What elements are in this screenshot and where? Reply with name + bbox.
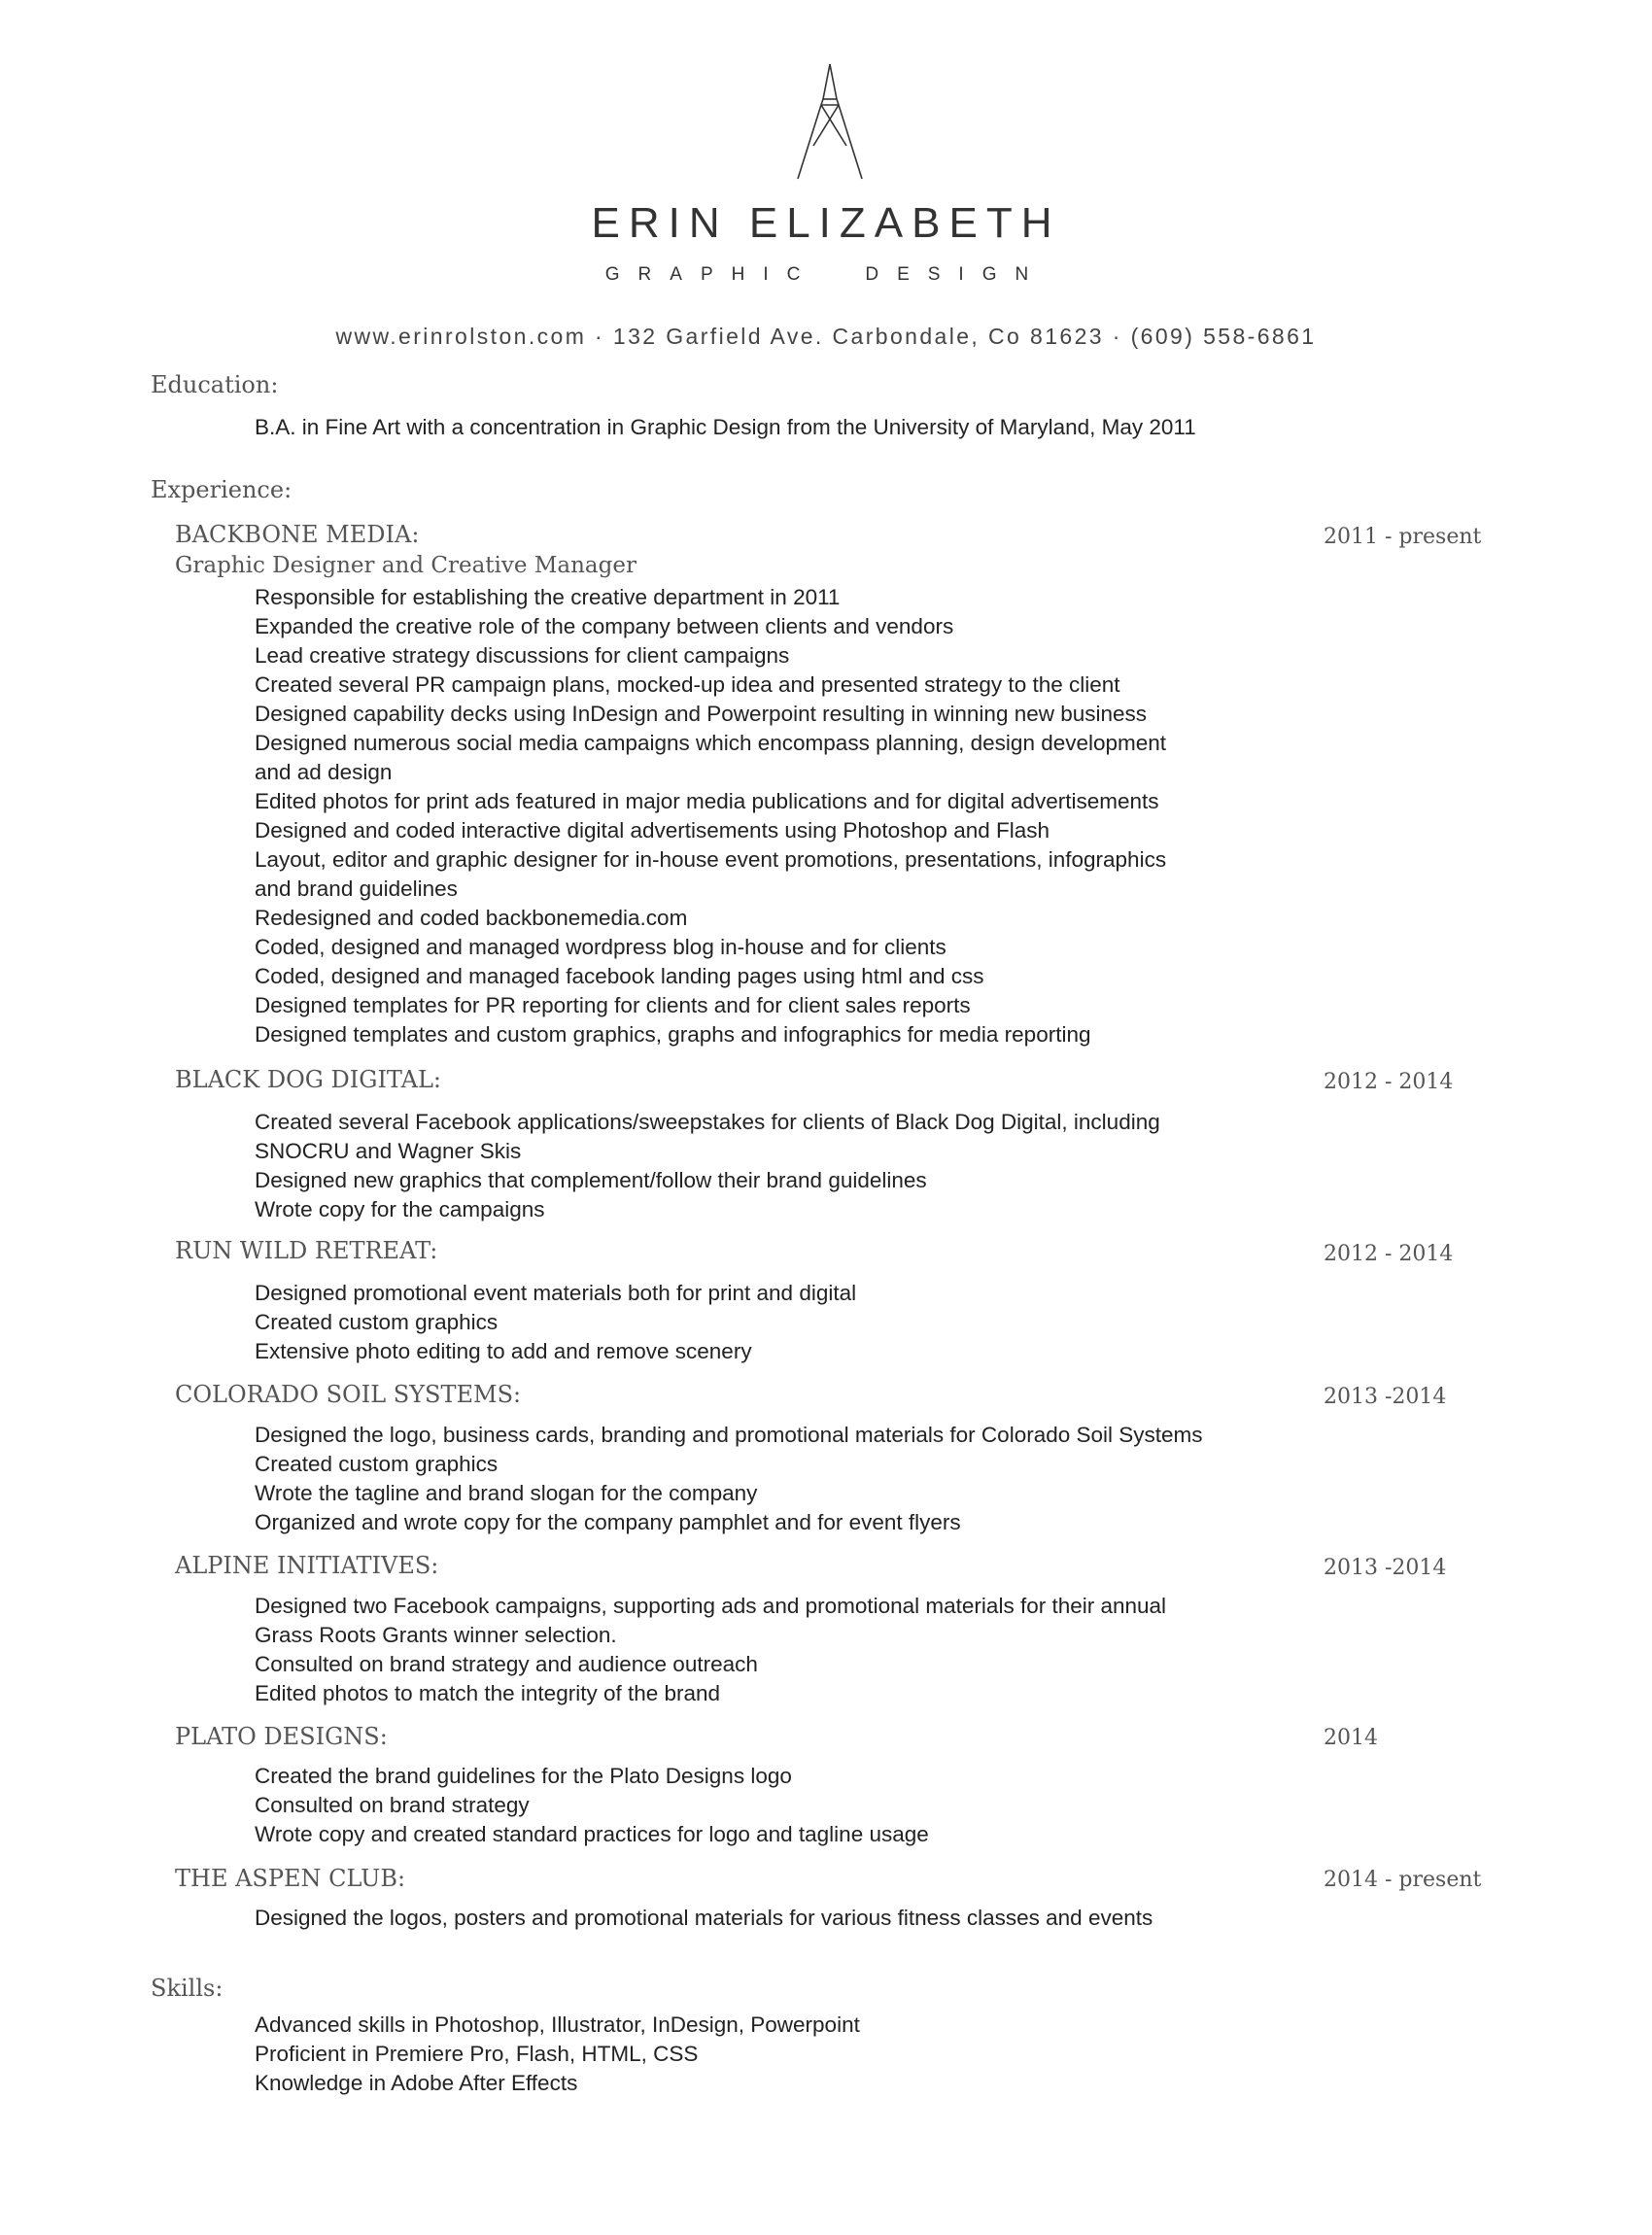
job-bullets: [255, 1592, 1166, 1708]
compass-logo-icon: [796, 62, 864, 181]
list-item: Created the brand guidelines for the Plato Designs logo: [255, 1764, 792, 1788]
list-item: Consulted on brand strategy and audience outreach: [255, 1652, 758, 1676]
education-line: B.A. in Fine Art with a concentration in Graphic Design from the University of Maryland, May 2011: [255, 415, 1196, 439]
tagline: [0, 264, 1652, 286]
list-item: Designed promotional event materials both for print and digital: [255, 1281, 857, 1305]
list-item: Knowledge in Adobe After Effects: [255, 2071, 578, 2095]
list-item: Designed templates for PR reporting for clients and for client sales reports: [255, 993, 971, 1017]
job-company: BACKBONE MEDIA:: [175, 521, 420, 548]
job-bullets: [255, 1108, 1160, 1224]
list-item: Wrote copy for the campaigns: [255, 1197, 545, 1221]
job-dates: 2013 -2014: [1324, 1385, 1447, 1409]
job-company: ALPINE INITIATIVES:: [175, 1552, 439, 1579]
list-item: Wrote copy and created standard practices for logo and tagline usage: [255, 1822, 929, 1846]
list-item: Designed new graphics that complement/follow their brand guidelines: [255, 1168, 927, 1192]
list-item: Created custom graphics: [255, 1452, 499, 1476]
job-dates: 2013 -2014: [1324, 1556, 1447, 1580]
list-item: Designed and coded interactive digital advertisements using Photoshop and Flash: [255, 818, 1050, 842]
list-item: Created custom graphics: [255, 1310, 499, 1334]
list-item: Lead creative strategy discussions for client campaigns: [255, 643, 790, 668]
list-item: Layout, editor and graphic designer for in-house event promotions, presentations, infographics: [255, 847, 1167, 872]
job-dates: 2014: [1324, 1726, 1378, 1750]
list-item: Responsible for establishing the creative department in 2011: [255, 585, 841, 609]
job-company: COLORADO SOIL SYSTEMS:: [175, 1381, 522, 1408]
job-bullets: [255, 1279, 856, 1366]
skills-heading: Skills:: [151, 1975, 224, 2002]
list-item: Created several Facebook applications/sweepstakes for clients of Black Dog Digital, including: [255, 1110, 1160, 1134]
list-item: Coded, designed and managed wordpress blog in-house and for clients: [255, 935, 946, 959]
list-item: Designed capability decks using InDesign and Powerpoint resulting in winning new business: [255, 702, 1148, 726]
job-dates: 2014 - present: [1324, 1868, 1482, 1892]
list-item: Wrote the tagline and brand slogan for the company: [255, 1481, 758, 1505]
contact-line: www.erinrolston.com · 132 Garfield Ave. Carbondale, Co 81623 · (609) 558-6861: [335, 324, 1317, 349]
job-bullets: [255, 1421, 1203, 1537]
job-role: Graphic Designer and Creative Manager: [175, 553, 637, 578]
list-item: Designed templates and custom graphics, graphs and infographics for media reporting: [255, 1022, 1091, 1047]
list-item: Coded, designed and managed facebook landing pages using html and css: [255, 964, 984, 988]
job-company: THE ASPEN CLUB:: [175, 1865, 406, 1892]
list-item: Consulted on brand strategy: [255, 1793, 530, 1817]
list-item: Organized and wrote copy for the company pamphlet and for event flyers: [255, 1510, 961, 1534]
job-bullets: [255, 583, 1166, 1049]
job-company: RUN WILD RETREAT:: [175, 1237, 438, 1264]
job-company: BLACK DOG DIGITAL:: [175, 1066, 441, 1093]
education-heading: Education:: [151, 371, 279, 398]
tagline-word-1: GRAPHIC: [604, 264, 819, 285]
tagline-word-2: DESIGN: [865, 264, 1048, 285]
job-dates: 2012 - 2014: [1324, 1242, 1454, 1266]
list-item: Edited photos for print ads featured in major media publications and for digital advertisements: [255, 789, 1159, 813]
list-item: Extensive photo editing to add and remove scenery: [255, 1339, 752, 1363]
list-item: Designed numerous social media campaigns which encompass planning, design development: [255, 731, 1167, 755]
list-item: and brand guidelines: [255, 877, 458, 901]
list-item: Redesigned and coded backbonemedia.com: [255, 906, 688, 930]
list-item: Designed two Facebook campaigns, supporting ads and promotional materials for their annual: [255, 1594, 1167, 1618]
job-bullets: [255, 1762, 929, 1849]
list-item: Grass Roots Grants winner selection.: [255, 1623, 617, 1647]
list-item: Proficient in Premiere Pro, Flash, HTML, CSS: [255, 2042, 699, 2066]
candidate-name: ERIN ELIZABETH: [591, 199, 1061, 247]
list-item: SNOCRU and Wagner Skis: [255, 1139, 522, 1163]
job-company: PLATO DESIGNS:: [175, 1723, 388, 1750]
skills-bullets: [255, 2011, 860, 2098]
list-item: Designed the logo, business cards, branding and promotional materials for Colorado Soil Systems: [255, 1423, 1203, 1447]
experience-heading: Experience:: [151, 476, 293, 503]
list-item: Advanced skills in Photoshop, Illustrator, InDesign, Powerpoint: [255, 2012, 860, 2037]
list-item: Created several PR campaign plans, mocked-up idea and presented strategy to the client: [255, 672, 1120, 697]
job-bullets: [255, 1904, 1153, 1933]
job-dates: 2011 - present: [1324, 525, 1482, 549]
list-item: and ad design: [255, 760, 393, 784]
list-item: Expanded the creative role of the company between clients and vendors: [255, 614, 954, 638]
job-dates: 2012 - 2014: [1324, 1070, 1454, 1094]
list-item: Edited photos to match the integrity of the brand: [255, 1681, 721, 1705]
list-item: Designed the logos, posters and promotional materials for various fitness classes and events: [255, 1906, 1153, 1930]
